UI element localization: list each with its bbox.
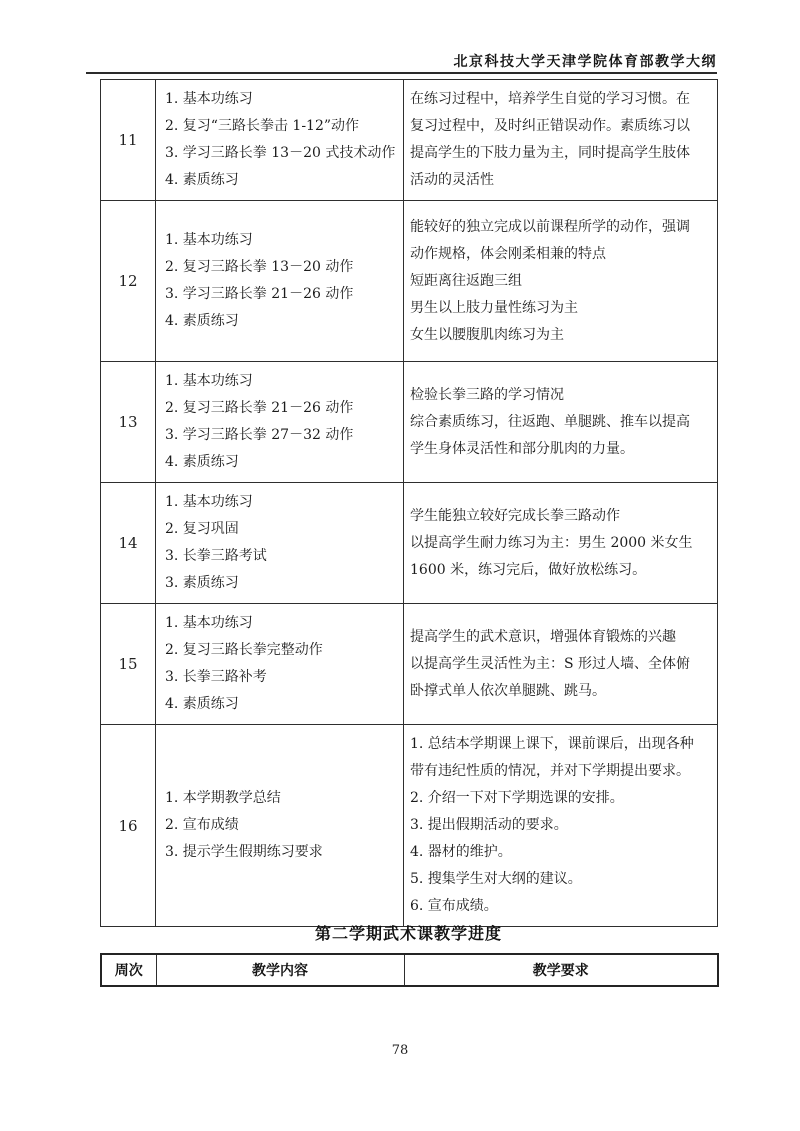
requirement-line: 动作规格，体会刚柔相兼的特点 bbox=[410, 245, 606, 262]
teaching-requirements-cell bbox=[404, 483, 718, 604]
content-line: 2. 复习“三路长拳击 1-12”动作 bbox=[165, 118, 360, 134]
requirement-line: 活动的灵活性 bbox=[410, 172, 494, 188]
page-number: 78 bbox=[391, 1043, 409, 1058]
content-line: 2. 宣布成绩 bbox=[165, 817, 239, 833]
table-header-row bbox=[101, 954, 718, 986]
requirement-line: 4. 器材的维护。 bbox=[410, 844, 512, 860]
content-line: 3. 素质练习 bbox=[165, 575, 239, 591]
requirement-line: 男生以上肢力量性练习为主 bbox=[410, 299, 578, 316]
requirement-line: 3. 提出假期活动的要求。 bbox=[410, 817, 568, 833]
column-header-content: 教学内容 bbox=[156, 954, 404, 986]
content-line: 1. 基本功练习 bbox=[165, 91, 253, 107]
requirement-line: 提高学生的武术意识，增强体育锻炼的兴趣 bbox=[410, 628, 676, 645]
table-row bbox=[101, 725, 718, 927]
requirement-line: 卧撑式单人依次单腿跳、跳马。 bbox=[410, 682, 606, 699]
second-term-table bbox=[100, 953, 719, 987]
requirement-line: 能较好的独立完成以前课程所学的动作，强调 bbox=[410, 218, 690, 235]
requirement-line: 在练习过程中，培养学生自觉的学习习惯。在 bbox=[410, 91, 690, 107]
teaching-requirements-cell bbox=[404, 201, 718, 362]
content-line: 4. 素质练习 bbox=[165, 172, 239, 188]
teaching-content-cell bbox=[156, 483, 404, 604]
requirement-line: 学生能独立较好完成长拳三路动作 bbox=[410, 507, 620, 524]
requirement-line: 1. 总结本学期课上课下，课前课后，出现各种 bbox=[410, 736, 694, 752]
requirement-line: 6. 宣布成绩。 bbox=[410, 898, 498, 914]
teaching-requirements-cell bbox=[404, 362, 718, 483]
requirement-line: 以提高学生耐力练习为主：男生 2000 米女生 bbox=[410, 534, 693, 551]
week-number: 13 bbox=[101, 362, 156, 483]
content-line: 3. 学习三路长拳 27－32 动作 bbox=[165, 427, 354, 443]
content-line: 1. 本学期教学总结 bbox=[165, 790, 281, 806]
requirement-line: 学生身体灵活性和部分肌肉的力量。 bbox=[410, 440, 634, 457]
content-line: 2. 复习三路长拳 13－20 动作 bbox=[165, 259, 354, 275]
schedule-table-body bbox=[101, 80, 718, 927]
table-row bbox=[101, 483, 718, 604]
content-line: 3. 提示学生假期练习要求 bbox=[165, 844, 323, 860]
requirement-line: 复习过程中，及时纠正错误动作。素质练习以 bbox=[410, 118, 690, 134]
requirement-line: 检验长拳三路的学习情况 bbox=[410, 386, 564, 403]
teaching-content-cell bbox=[156, 725, 404, 927]
week-number: 15 bbox=[101, 604, 156, 725]
requirement-line: 1600 米，练习完后，做好放松练习。 bbox=[410, 561, 647, 578]
teaching-requirements-cell bbox=[404, 604, 718, 725]
document-header-title: 北京科技大学天津学院体育部教学大纲 bbox=[453, 54, 717, 70]
week-number: 11 bbox=[101, 80, 156, 201]
requirement-line: 短距离往返跑三组 bbox=[410, 272, 522, 289]
section-title: 第二学期武术课教学进度 bbox=[314, 924, 502, 943]
content-line: 1. 基本功练习 bbox=[165, 373, 253, 389]
requirement-line: 以提高学生灵活性为主：S 形过人墙、全体俯 bbox=[410, 655, 691, 672]
content-line: 2. 复习三路长拳完整动作 bbox=[165, 642, 323, 658]
requirement-line: 综合素质练习，往返跑、单腿跳、推车以提高 bbox=[410, 413, 690, 430]
week-number: 14 bbox=[101, 483, 156, 604]
week-number: 16 bbox=[101, 725, 156, 927]
content-line: 2. 复习三路长拳 21－26 动作 bbox=[165, 400, 354, 416]
requirement-line: 2. 介绍一下对下学期选课的安排。 bbox=[410, 790, 624, 806]
content-line: 2. 复习巩固 bbox=[165, 521, 239, 537]
content-line: 4. 素质练习 bbox=[165, 696, 239, 712]
requirement-line: 带有违纪性质的情况，并对下学期提出要求。 bbox=[410, 763, 690, 779]
schedule-table bbox=[100, 79, 718, 927]
table-row bbox=[101, 362, 718, 483]
content-line: 3. 长拳三路补考 bbox=[165, 669, 267, 685]
requirement-line: 5. 搜集学生对大纲的建议。 bbox=[410, 871, 582, 887]
content-line: 1. 基本功练习 bbox=[165, 494, 253, 510]
content-line: 4. 素质练习 bbox=[165, 454, 239, 470]
teaching-content-cell bbox=[156, 201, 404, 362]
table-row bbox=[101, 201, 718, 362]
content-line: 3. 学习三路长拳 21－26 动作 bbox=[165, 286, 354, 302]
teaching-requirements-cell bbox=[404, 725, 718, 927]
table-row bbox=[101, 80, 718, 201]
content-line: 3. 学习三路长拳 13－20 式技术动作 bbox=[165, 145, 396, 161]
table-row bbox=[101, 604, 718, 725]
teaching-content-cell bbox=[156, 80, 404, 201]
teaching-requirements-cell bbox=[404, 80, 718, 201]
column-header-week: 周次 bbox=[101, 954, 156, 986]
content-line: 1. 基本功练习 bbox=[165, 615, 253, 631]
teaching-content-cell bbox=[156, 604, 404, 725]
teaching-content-cell bbox=[156, 362, 404, 483]
week-number: 12 bbox=[101, 201, 156, 362]
requirement-line: 女生以腰腹肌肉练习为主 bbox=[410, 326, 564, 343]
content-line: 3. 长拳三路考试 bbox=[165, 548, 267, 564]
header-rule bbox=[86, 72, 717, 74]
document-header bbox=[86, 51, 717, 71]
column-header-requirements: 教学要求 bbox=[404, 954, 718, 986]
content-line: 4. 素质练习 bbox=[165, 313, 239, 329]
content-line: 1. 基本功练习 bbox=[165, 232, 253, 248]
requirement-line: 提高学生的下肢力量为主，同时提高学生肢体 bbox=[410, 145, 690, 161]
